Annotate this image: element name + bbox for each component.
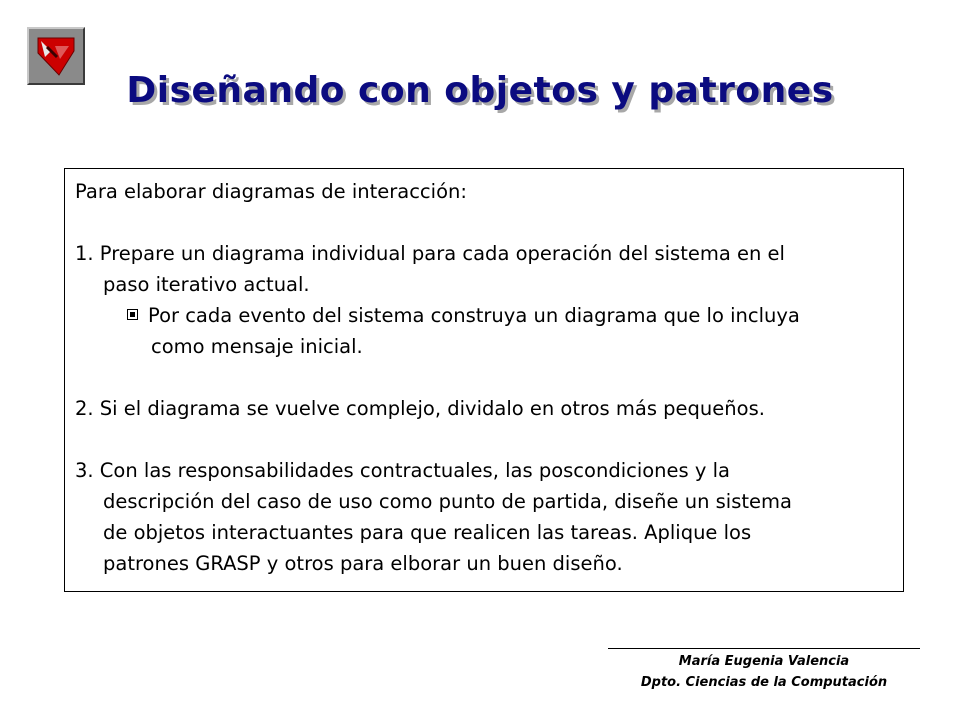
item-3-line-1: 3. Con las responsabilidades contractuales, las poscondiciones y la (75, 459, 731, 482)
footer-divider (608, 648, 920, 649)
spacer (75, 362, 893, 393)
item-1-line-2: paso iterativo actual. (103, 273, 310, 296)
item-1-line-1: 1. Prepare un diagrama individual para cada operación del sistema en el (75, 242, 785, 265)
footer-author: María Eugenia Valencia (678, 654, 850, 669)
item-3-line-4: patrones GRASP y otros para elborar un buen diseño. (103, 552, 623, 575)
sub-bullet-line-1: Por cada evento del sistema construya un diagrama que lo incluya (148, 304, 800, 327)
sub-bullet-line-2: como mensaje inicial. (151, 335, 363, 358)
content-box (64, 168, 904, 592)
intro-text: Para elaborar diagramas de interacción: (75, 180, 467, 203)
item-3-line-3: de objetos interactuantes para que realicen las tareas. Aplique los (103, 521, 752, 544)
spacer (75, 207, 893, 238)
item-2: 2. Si el diagrama se vuelve complejo, dividalo en otros más pequeños. (75, 397, 765, 420)
footer-department: Dpto. Ciencias de la Computación (640, 675, 888, 690)
sub-bullet-item (75, 300, 893, 331)
spacer (75, 424, 893, 455)
slide-title: Diseñando con objetos y patrones (126, 70, 834, 111)
item-3-line-2: descripción del caso de uso como punto de partida, diseñe un sistema (103, 490, 792, 513)
square-bullet-icon (127, 309, 138, 320)
